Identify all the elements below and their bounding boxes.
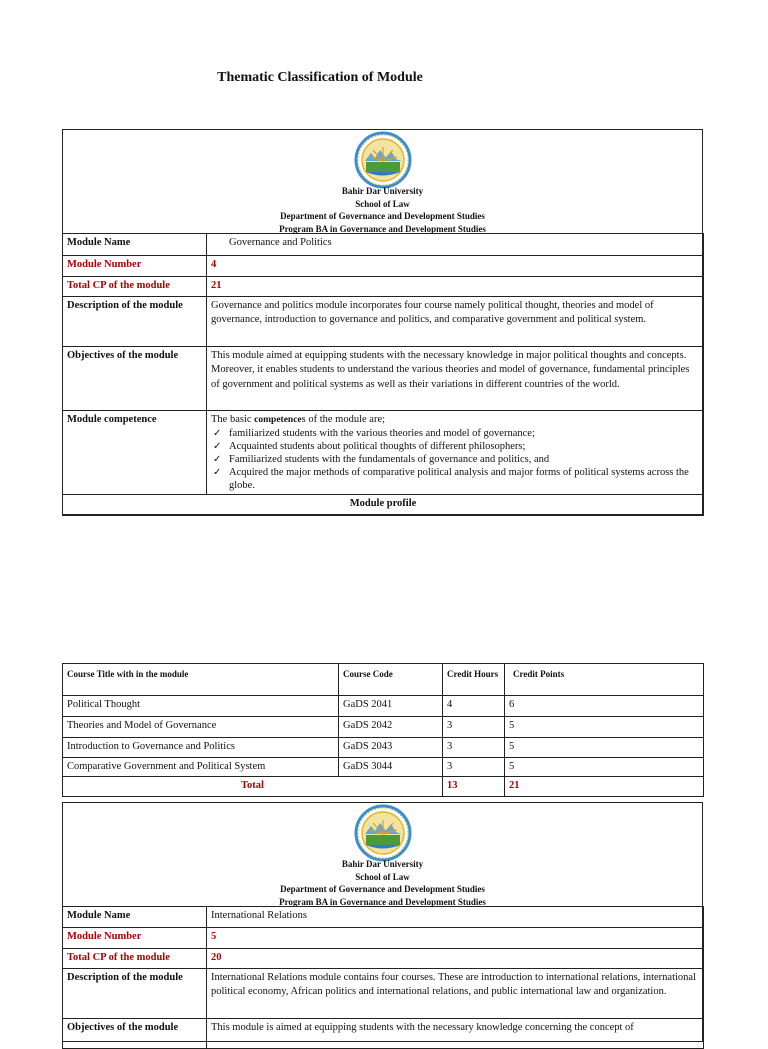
- objectives-value: This module aimed at equipping students with the necessary knowledge in major political thoughts and concepts. Moreover, it enables students to understand the various theories and model of governance, fundamental principles of government and political systems as well as their variations in different countries of the world.: [207, 346, 704, 410]
- credit-points: 6: [505, 696, 704, 717]
- total-cp-value: 20: [207, 949, 704, 969]
- module-profile-heading: Module profile: [63, 494, 704, 515]
- table-header-row: [63, 664, 704, 696]
- col-header-credit-points: Credit Points: [505, 664, 704, 696]
- list-item: ✓ Acquired the major methods of comparative political analysis and major forms of political systems across the globe.: [211, 466, 699, 492]
- course-title: Political Thought: [63, 696, 339, 717]
- course-title: Theories and Model of Governance: [63, 717, 339, 738]
- module-number-value: 5: [207, 928, 704, 949]
- course-title: Comparative Government and Political System: [63, 757, 339, 777]
- credit-points: 5: [505, 738, 704, 758]
- description-value: Governance and politics module incorporates four course namely political thought, theories and model of governance, introduction to governance and politics, and comparative government and political system.: [207, 296, 704, 346]
- university-name: Bahir Dar University: [341, 186, 424, 196]
- table-row: [63, 968, 704, 1018]
- description-label: Description of the module: [63, 968, 207, 1018]
- table-row: [63, 907, 704, 928]
- objectives-value: This module is aimed at equipping students with the necessary knowledge concerning the concept of: [207, 1018, 704, 1048]
- competence-intro: The basic competences of the module are;: [211, 413, 386, 425]
- module-name-value: International Relations: [207, 907, 704, 928]
- total-cp-label: Total CP of the module: [63, 277, 207, 297]
- table-row: [63, 410, 704, 494]
- page-title: Thematic Classification of Module: [217, 70, 423, 85]
- table-row: [63, 234, 704, 256]
- description-value: International Relations module contains four courses. These are introduction to international relations, international political economy, African politics and international relations, and public international law and organization.: [207, 968, 704, 1018]
- department-name: Department of Governance and Development Studies: [280, 211, 485, 221]
- total-cp-value: 21: [207, 277, 704, 297]
- col-header-credit-hours: Credit Hours: [443, 664, 505, 696]
- col-header-course-code: Course Code: [339, 664, 443, 696]
- module-number-label: Module Number: [63, 928, 207, 949]
- course-code: GaDS 2043: [339, 738, 443, 758]
- table-row: [63, 928, 704, 949]
- table-row: [63, 1018, 704, 1048]
- module-name-value: Governance and Politics: [207, 234, 704, 256]
- list-item: ✓ Acquainted students about political thoughts of different philosophers;: [211, 440, 699, 453]
- university-header: [63, 858, 702, 908]
- credit-hours: 3: [443, 757, 505, 777]
- school-name: School of Law: [355, 871, 410, 882]
- table-row: [63, 256, 704, 277]
- competence-list: [211, 427, 699, 492]
- university-logo: [63, 131, 702, 189]
- course-code: GaDS 2041: [339, 696, 443, 717]
- table-row: [63, 696, 704, 717]
- module-table-2: [62, 906, 704, 1049]
- table-row: [63, 777, 704, 797]
- school-name: School of Law: [355, 198, 410, 209]
- credit-hours: 3: [443, 738, 505, 758]
- program-name: Program BA in Governance and Development Studies: [279, 896, 486, 907]
- course-title: Introduction to Governance and Politics: [63, 738, 339, 758]
- program-name: Program BA in Governance and Development Studies: [279, 223, 486, 234]
- university-name: Bahir Dar University: [341, 859, 424, 869]
- list-item: ✓ Familiarized students with the fundamentals of governance and politics, and: [211, 453, 699, 466]
- list-item: ✓ familiarized students with the various theories and model of governance;: [211, 427, 699, 440]
- table-row: [63, 296, 704, 346]
- table-row: [63, 494, 704, 515]
- table-row: [63, 277, 704, 297]
- module-number-label: Module Number: [63, 256, 207, 277]
- university-logo: [63, 804, 702, 862]
- module-name-label: Module Name: [63, 234, 207, 256]
- total-label: Total: [63, 777, 443, 797]
- table-row: [63, 717, 704, 738]
- table-row: [63, 949, 704, 969]
- description-label: Description of the module: [63, 296, 207, 346]
- module-number-value: 4: [207, 256, 704, 277]
- total-hours: 13: [443, 777, 505, 797]
- university-header: [63, 185, 702, 235]
- credit-points: 5: [505, 717, 704, 738]
- total-cp-label: Total CP of the module: [63, 949, 207, 969]
- course-code: GaDS 2042: [339, 717, 443, 738]
- objectives-label: Objectives of the module: [63, 346, 207, 410]
- competence-label: Module competence: [63, 410, 207, 494]
- module-table-1: [62, 233, 704, 516]
- module-name-label: Module Name: [63, 907, 207, 928]
- university-seal-icon: [353, 804, 413, 862]
- department-name: Department of Governance and Development Studies: [280, 884, 485, 894]
- credit-points: 5: [505, 757, 704, 777]
- table-row: [63, 738, 704, 758]
- credit-hours: 4: [443, 696, 505, 717]
- col-header-course-title: Course Title with in the module: [63, 664, 339, 696]
- university-seal-icon: [353, 131, 413, 189]
- table-row: [63, 346, 704, 410]
- table-row: [63, 757, 704, 777]
- competence-value: [207, 410, 704, 494]
- course-table: [62, 663, 704, 797]
- course-code: GaDS 3044: [339, 757, 443, 777]
- total-points: 21: [505, 777, 704, 797]
- credit-hours: 3: [443, 717, 505, 738]
- objectives-label: Objectives of the module: [63, 1018, 207, 1048]
